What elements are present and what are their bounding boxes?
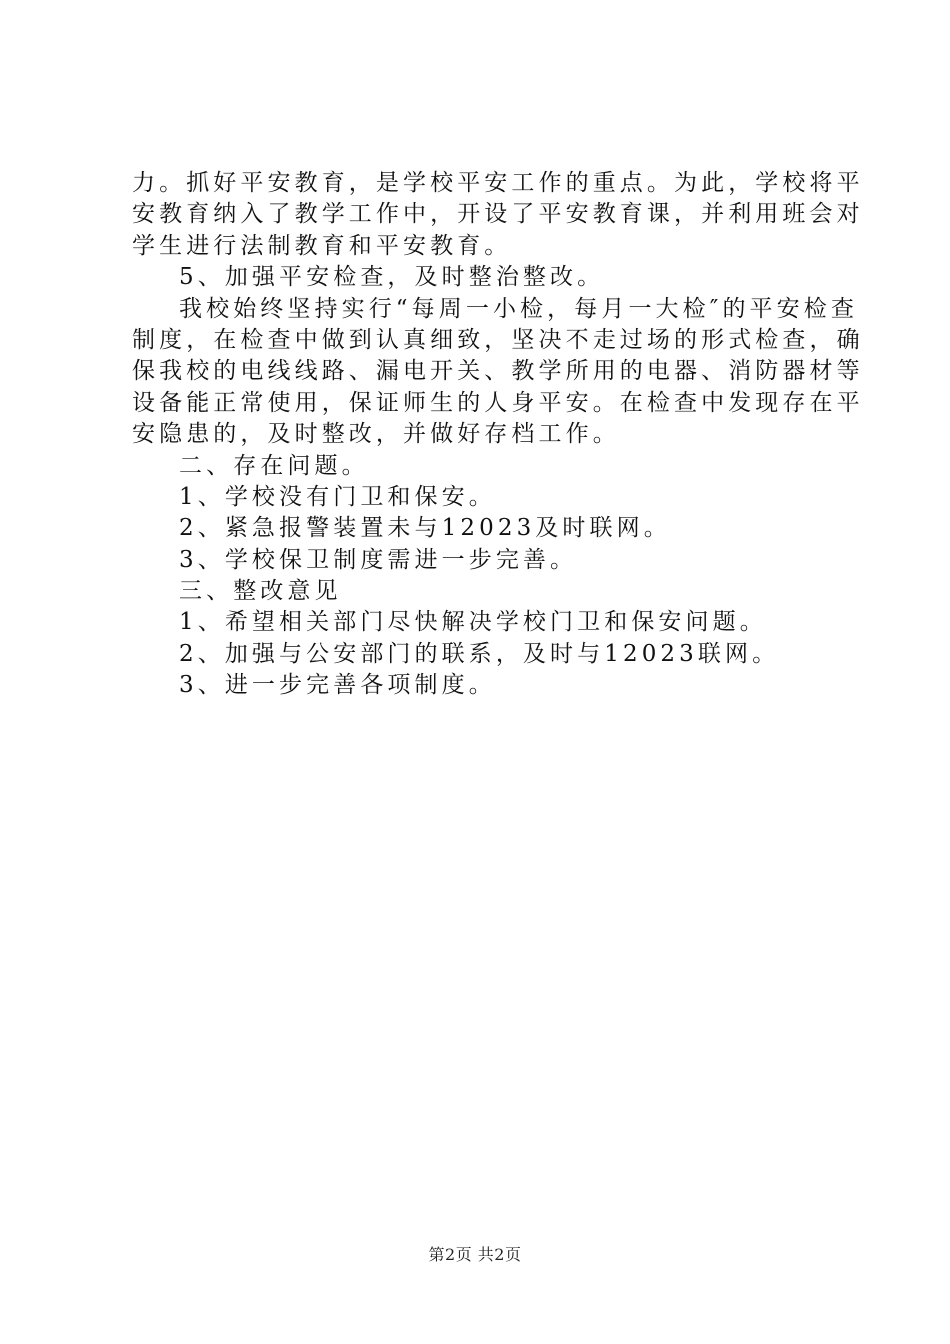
paragraph-line: 制度，在检查中做到认真细致，坚决不走过场的形式检查，确 <box>132 326 864 353</box>
list-item: 2、紧急报警装置未与12023及时联网。 <box>179 515 671 542</box>
document-body <box>132 168 864 702</box>
paragraph-line: 设备能正常使用，保证师生的人身平安。在检查中发现存在平 <box>132 389 864 416</box>
paragraph-line: 安教育纳入了教学工作中，开设了平安教育课，并利用班会对 <box>132 201 864 228</box>
list-item: 3、进一步完善各项制度。 <box>179 672 496 699</box>
section-heading: 三、整改意见 <box>179 578 342 605</box>
list-item: 1、希望相关部门尽快解决学校门卫和保安问题。 <box>179 609 767 636</box>
section-item-heading: 5、加强平安检查，及时整治整改。 <box>179 264 605 291</box>
paragraph-line: 安隐患的，及时整改，并做好存档工作。 <box>132 421 620 448</box>
paragraph-line: 保我校的电线线路、漏电开关、教学所用的电器、消防器材等 <box>132 358 864 385</box>
page-number-footer: 第2页 共2页 <box>428 1245 522 1264</box>
section-heading: 二、存在问题。 <box>179 452 369 479</box>
paragraph-line: 力。抓好平安教育，是学校平安工作的重点。为此，学校将平 <box>132 170 864 196</box>
list-item: 2、加强与公安部门的联系，及时与12023联网。 <box>179 640 780 667</box>
list-item: 3、学校保卫制度需进一步完善。 <box>179 546 578 573</box>
list-item: 1、学校没有门卫和保安。 <box>179 483 496 510</box>
paragraph-line: 学生进行法制教育和平安教育。 <box>132 232 512 259</box>
paragraph-line: 我校始终坚持实行“每周一小检，每月一大检″的平安检查 <box>179 295 858 322</box>
